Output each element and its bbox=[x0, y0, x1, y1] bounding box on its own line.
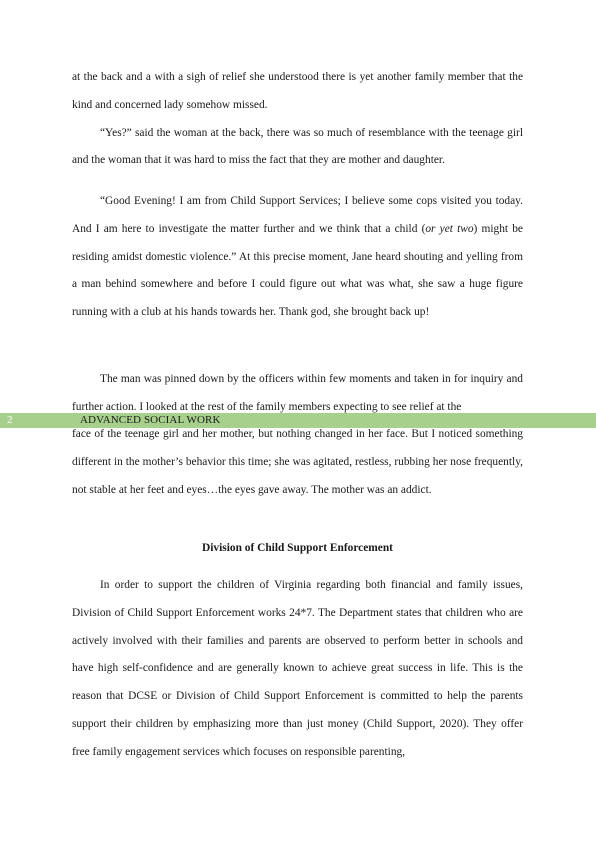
paragraph-dcse: In order to support the children of Virginia regarding both financial and family issues, Division of Child Support Enforcement works 24*7. The Department states that children who are actively involved with their families and parents are observed to perform better in schools and have high self-confidence and are generally known to achieve great success in life. This is the reason that DCSE or Division of Child Support Enforcement is committed to help the parents support their children by emphasizing more than just money (Child Support, 2020). They offer free family engagement services which focuses on responsible parenting, bbox=[72, 579, 523, 758]
section-heading: Division of Child Support Enforcement bbox=[202, 542, 393, 554]
paragraph-yes: “Yes?” said the woman at the back, there was so much of resemblance with the teenage girl and the woman that it was hard to miss the fact that they are mother and daughter. bbox=[72, 126, 523, 167]
body-text-man-pinned-cont bbox=[72, 421, 523, 504]
paragraph-good-evening-part1: “Good Evening! I am from Child Support Services; I believe some cops visited you today. And I am here to investigate the matter further and we think that a child ( bbox=[72, 195, 523, 235]
paragraph-continuation: at the back and a with a sigh of relief she understood there is yet another family member that the kind and concerned lady somehow missed. bbox=[72, 71, 523, 111]
body-text-top bbox=[72, 64, 523, 175]
paragraph-man-pinned-top: The man was pinned down by the officers within few moments and taken in for inquiry and further action. I looked at the rest of the family members expecting to see relief at the bbox=[72, 373, 523, 413]
paragraph-good-evening bbox=[72, 188, 523, 327]
paragraph-man-pinned-bottom: face of the teenage girl and her mother, but nothing changed in her face. But I noticed something different in the mother’s behavior this time; she was agitated, restless, rubbing her nose frequently, not stable at her feet and eyes…the eyes gave away. The mother was an addict. bbox=[72, 428, 523, 496]
running-head-title: ADVANCED SOCIAL WORK bbox=[80, 414, 221, 426]
page-number: 2 bbox=[7, 414, 13, 426]
body-text-dcse bbox=[72, 572, 523, 767]
body-text-good-evening bbox=[72, 188, 523, 327]
paragraph-good-evening-italic: or yet two bbox=[425, 222, 474, 235]
paragraph-good-evening-part2: ) might be residing amidst domestic violence.” At this precise moment, Jane heard shouting and yelling from a man behind somewhere and before I could figure out what was what, she saw a huge figure running with a club at his hands towards her. Thank god, she brought back up! bbox=[72, 222, 523, 319]
